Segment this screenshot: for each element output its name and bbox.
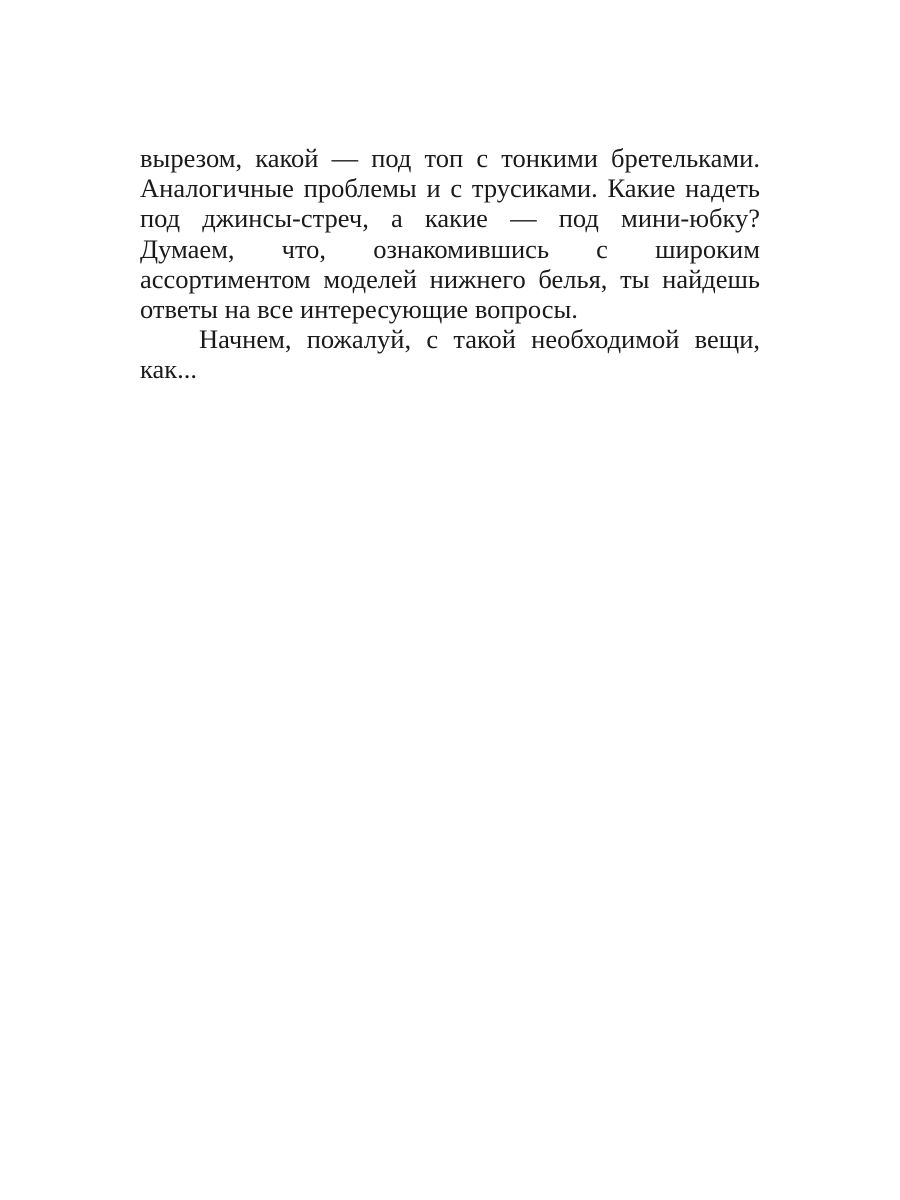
text-line: под джинсы-стреч, а какие — под мини-юбку? (140, 203, 760, 234)
paragraph-2 (140, 324, 760, 384)
text-line: вырезом, какой — под топ с тонкими бретельками. (140, 143, 760, 173)
text-line: как... (140, 354, 197, 385)
page-body-text (140, 143, 760, 385)
text-line: Думаем, что, ознакомившись с широким (140, 233, 760, 264)
paragraph-1 (140, 143, 760, 324)
text-line: ответы на все интересующие вопросы. (140, 294, 578, 325)
text-line: Аналогичные проблемы и с трусиками. Какие надеть (140, 173, 760, 204)
text-line: Начнем, пожалуй, с такой необходимой вещи, (199, 324, 760, 355)
text-line: ассортиментом моделей нижнего белья, ты найдешь (140, 263, 760, 294)
